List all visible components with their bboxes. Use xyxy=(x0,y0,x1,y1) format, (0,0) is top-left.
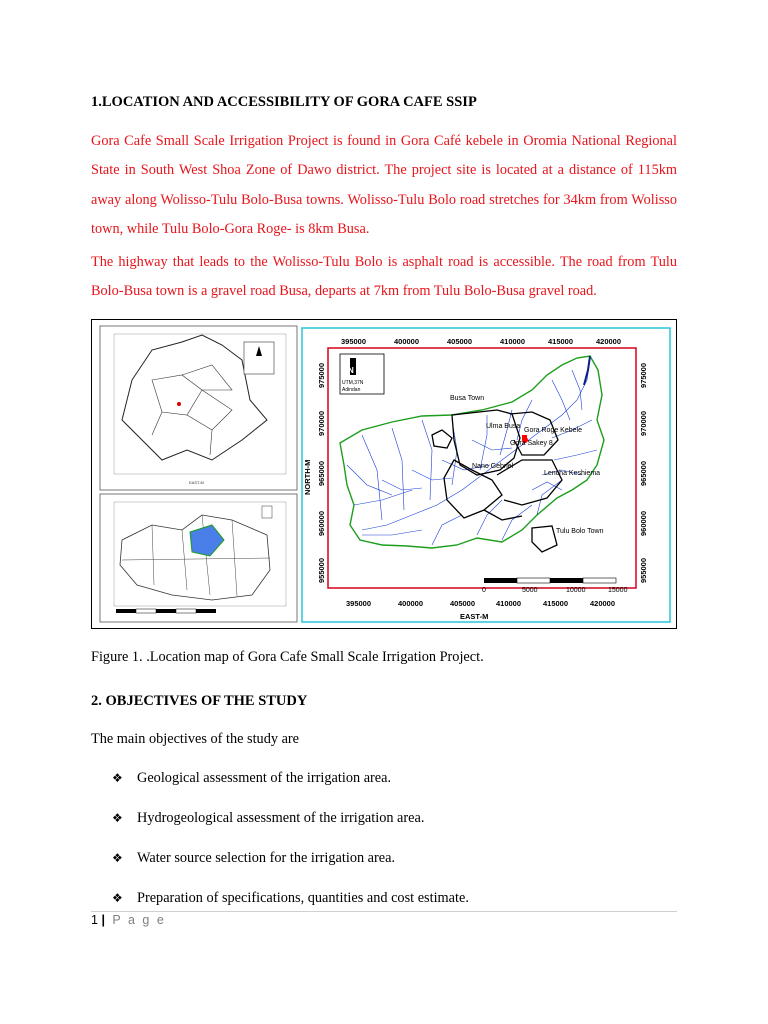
objectives-list xyxy=(112,766,469,926)
map-y-tick-right-5: 955000 xyxy=(639,557,648,583)
ethiopia-inset-map xyxy=(100,326,297,490)
catchment-map xyxy=(302,328,670,622)
place-ulma-busa: Ulma Busa xyxy=(486,423,521,430)
figure-caption: Figure 1. .Location map of Gora Cafe Small Scale Irrigation Project. xyxy=(91,649,484,665)
map-y-tick-right-4: 960000 xyxy=(639,510,648,536)
section-1-heading: 1.LOCATION AND ACCESSIBILITY OF GORA CAFE SSIP xyxy=(91,94,477,110)
diamond-bullet-icon: ❖ xyxy=(112,811,123,825)
place-gora-roge-kebele: Gora Roge Kebele xyxy=(524,427,582,434)
page-label: P a g e xyxy=(112,913,166,927)
section-1-paragraph-1: Gora Cafe Small Scale Irrigation Project is found in Gora Café kebele in Oromia National Regional State in South West Shoa Zone of Dawo district. The project site is located at a distance of 115km away along Wolisso-Tulu Bolo-Busa towns. Wolisso-Tulu Bolo road stretches for 34km from Wolisso town, while Tulu Bolo-Gora Roge- is 8km Busa. xyxy=(91,133,677,237)
map-datum: Adindan xyxy=(342,387,361,393)
scale-label-5000: 5000 xyxy=(522,587,538,594)
page-footer xyxy=(91,913,166,927)
map-y-tick-left-1: 975000 xyxy=(317,362,326,388)
objective-text: Geological assessment of the irrigation area. xyxy=(137,770,392,786)
map-y-tick-right-1: 975000 xyxy=(639,362,648,388)
map-y-tick-right-3: 965000 xyxy=(639,460,648,486)
objective-item xyxy=(112,846,469,886)
page-number: 1 xyxy=(91,913,98,927)
map-x-tick-top-4: 410000 xyxy=(500,337,526,346)
map-x-tick-top-3: 405000 xyxy=(447,337,473,346)
place-tulu-bolo-town: Tulu Bolo Town xyxy=(556,528,604,535)
map-y-tick-right-2: 970000 xyxy=(639,410,648,436)
objective-text: Water source selection for the irrigation area. xyxy=(137,850,396,866)
map-y-tick-left-5: 955000 xyxy=(317,557,326,583)
map-x-tick-top-5: 415000 xyxy=(548,337,574,346)
footer-divider xyxy=(91,911,677,912)
map-x-tick-bottom-6: 420000 xyxy=(590,599,616,608)
map-y-axis-label: NORTH-M xyxy=(303,459,312,495)
place-busa-town-label: Busa Town xyxy=(450,395,485,402)
scale-label-0: 0 xyxy=(482,587,486,594)
svg-text:EAST-M: EAST-M xyxy=(189,480,204,485)
location-map-figure xyxy=(91,319,677,629)
map-x-tick-bottom-4: 410000 xyxy=(496,599,522,608)
footer-separator: | xyxy=(101,913,105,927)
north-symbol: N xyxy=(348,366,354,375)
objective-text: Preparation of specifications, quantities and cost estimate. xyxy=(137,890,469,906)
scale-label-15000: 15000 xyxy=(608,587,628,594)
map-x-tick-bottom-5: 415000 xyxy=(543,599,569,608)
section-2-heading: 2. OBJECTIVES OF THE STUDY xyxy=(91,693,308,709)
scale-label-10000: 10000 xyxy=(566,587,586,594)
objectives-intro: The main objectives of the study are xyxy=(91,731,300,747)
section-1-paragraph-2: The highway that leads to the Wolisso-Tulu Bolo is asphalt road is accessible. The road from Tulu Bolo-Busa town is a gravel road Busa, departs at 7km from Tulu Bolo-Busa gravel road. xyxy=(91,254,677,300)
place-gora-sakey: Gora Sakey 8 xyxy=(510,440,553,447)
place-lencha-keshiema: Lencha Keshiema xyxy=(544,470,601,477)
place-busa-town xyxy=(450,395,484,402)
diamond-bullet-icon: ❖ xyxy=(112,891,123,905)
regional-inset-map xyxy=(100,494,297,622)
map-y-tick-left-2: 970000 xyxy=(317,410,326,436)
objective-item xyxy=(112,806,469,846)
objective-text: Hydrogeological assessment of the irrigation area. xyxy=(137,810,425,826)
diamond-bullet-icon: ❖ xyxy=(112,851,123,865)
map-y-tick-left-4: 960000 xyxy=(317,510,326,536)
map-y-tick-left-3: 965000 xyxy=(317,460,326,486)
location-map-image xyxy=(92,320,676,628)
place-nano-gebriel: Nano Gebriel xyxy=(472,463,514,470)
map-x-tick-bottom-1: 395000 xyxy=(346,599,372,608)
diamond-bullet-icon: ❖ xyxy=(112,771,123,785)
map-projection: UTM,37N xyxy=(342,380,364,386)
map-x-tick-bottom-2: 400000 xyxy=(398,599,424,608)
map-x-tick-top-2: 400000 xyxy=(394,337,420,346)
objective-item xyxy=(112,766,469,806)
map-x-tick-bottom-3: 405000 xyxy=(450,599,476,608)
map-x-tick-top-1: 395000 xyxy=(341,337,367,346)
map-x-tick-top-6: 420000 xyxy=(596,337,622,346)
map-x-axis-label: EAST-M xyxy=(460,612,489,621)
